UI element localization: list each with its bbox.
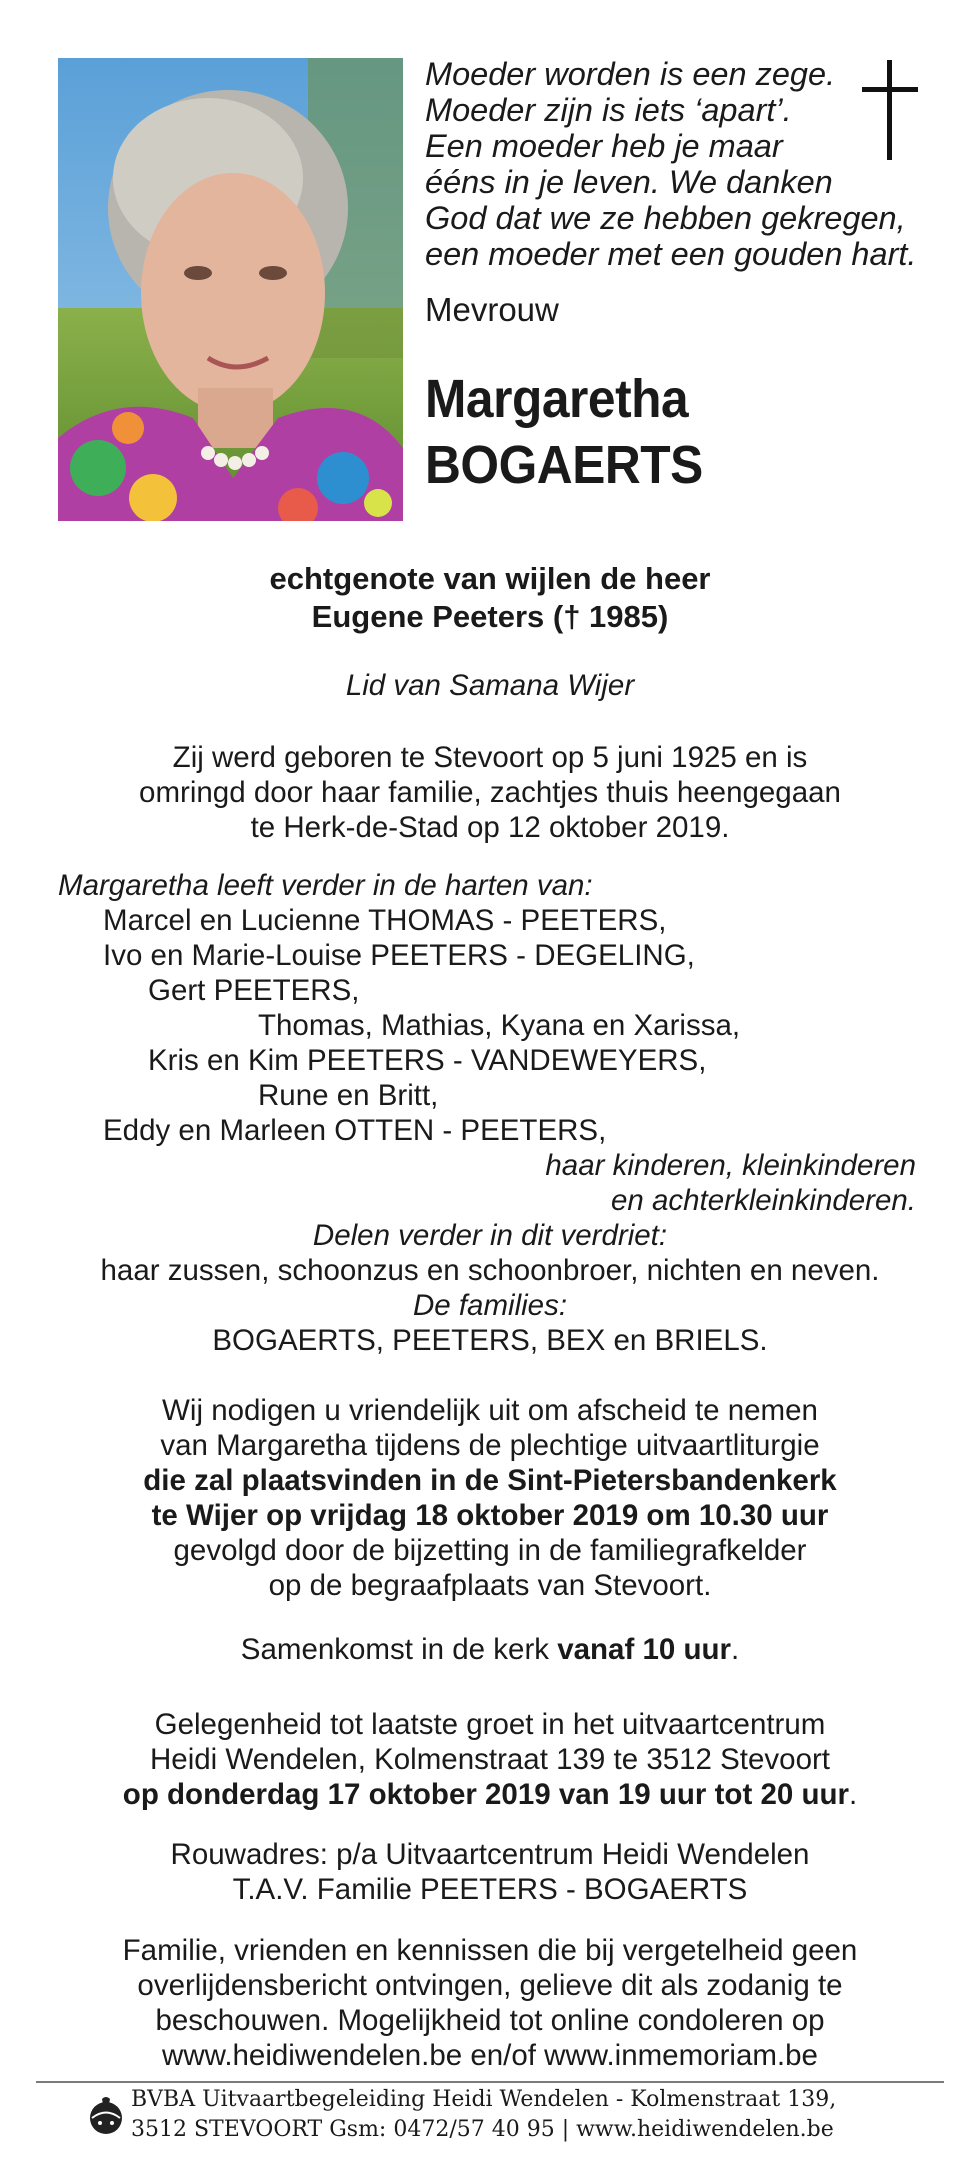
share-line: haar zussen, schoonzus en schoonbroer, nichten en neven. (100, 1254, 880, 1287)
gathering-info (0, 1632, 980, 1667)
family-closing: en achterkleinkinderen. (610, 1184, 916, 1217)
family-line: Rune en Britt, (258, 1079, 439, 1112)
poem-line: ééns in je leven. We danken (425, 164, 833, 200)
portrait-photo (58, 58, 403, 521)
first-name: Margaretha (425, 369, 689, 429)
notice-line: www.heidiwendelen.be en/of www.inmemoriam.be (162, 2039, 818, 2072)
gathering-text: Samenkomst in de kerk (240, 1633, 558, 1666)
membership-text: Lid van Samana Wijer (345, 669, 635, 702)
gathering-end: . (731, 1633, 740, 1666)
families-line: BOGAERTS, PEETERS, BEX en BRIELS. (212, 1324, 768, 1357)
notice-line: overlijdensbericht ontvingen, gelieve dit als zodanig te (137, 1969, 843, 2002)
spouse-line: echtgenote van wijlen de heer (269, 561, 711, 596)
family-line: Gert PEETERS, (148, 974, 360, 1007)
greeting-line: Gelegenheid tot laatste groet in het uitvaartcentrum (154, 1708, 826, 1741)
family-line: Ivo en Marie-Louise PEETERS - DEGELING, (103, 939, 695, 972)
birth-line: te Herk-de-Stad op 12 oktober 2019. (250, 811, 730, 844)
families-intro: De families: (412, 1289, 568, 1322)
notice-line: beschouwen. Mogelijkheid tot online condoleren op (155, 2004, 825, 2037)
ceremony-line: die zal plaatsvinden in de Sint-Pietersbandenkerk (143, 1464, 837, 1497)
greeting-line (0, 1777, 980, 1812)
family-intro: Margaretha leeft verder in de harten van: (58, 869, 593, 902)
address-line: Rouwadres: p/a Uitvaartcentrum Heidi Wendelen (170, 1838, 810, 1871)
poem-line: Een moeder heb je maar (425, 128, 783, 164)
spouse-line: Eugene Peeters († 1985) (311, 599, 669, 634)
greeting-time: op donderdag 17 oktober 2019 van 19 uur tot 20 uur (122, 1778, 849, 1811)
ceremony-info (0, 1393, 980, 1603)
notice-text (0, 1933, 980, 2073)
greeting-line: Heidi Wendelen, Kolmenstraat 139 te 3512 Stevoort (149, 1743, 830, 1776)
birth-line: Zij werd geboren te Stevoort op 5 juni 1925 en is (172, 741, 808, 774)
family-line: Thomas, Mathias, Kyana en Xarissa, (258, 1009, 741, 1042)
membership (0, 668, 980, 703)
deceased-name (425, 366, 727, 498)
poem-line: Moeder worden is een zege. (425, 56, 836, 92)
birth-line: omringd door haar familie, zachtjes thuis heengegaan (139, 776, 841, 809)
poem (425, 56, 917, 272)
ceremony-line: op de begraafplaats van Stevoort. (268, 1569, 712, 1602)
greeting-end: . (849, 1778, 858, 1811)
footer-line: 3512 STEVOORT Gsm: 0472/57 40 95 | www.heidiwendelen.be (131, 2117, 834, 2142)
last-name: BOGAERTS (425, 435, 703, 495)
ceremony-line: gevolgd door de bijzetting in de familiegrafkelder (173, 1534, 807, 1567)
ceremony-line: van Margaretha tijdens de plechtige uitvaartliturgie (160, 1429, 820, 1462)
birth-death-info (0, 740, 980, 845)
footer-divider (36, 2081, 944, 2083)
greeting-info (0, 1707, 980, 1812)
poem-line: Moeder zijn is iets ‘apart’. (425, 92, 792, 128)
poem-line: een moeder met een gouden hart. (425, 236, 917, 272)
family-line: Eddy en Marleen OTTEN - PEETERS, (103, 1114, 607, 1147)
address-line: T.A.V. Familie PEETERS - BOGAERTS (232, 1873, 748, 1906)
funeral-home-logo-icon (88, 2095, 124, 2140)
notice-line: Familie, vrienden en kennissen die bij vergetelheid geen (122, 1934, 858, 1967)
footer-line: BVBA Uitvaartbegeleiding Heidi Wendelen - Kolmenstraat 139, (131, 2087, 837, 2112)
gathering-time: vanaf 10 uur (557, 1633, 732, 1666)
ceremony-line: Wij nodigen u vriendelijk uit om afscheid te nemen (162, 1394, 818, 1427)
share-intro: Delen verder in dit verdriet: (312, 1219, 668, 1252)
family-line: Kris en Kim PEETERS - VANDEWEYERS, (148, 1044, 707, 1077)
mourning-address (0, 1837, 980, 1907)
family-closing: haar kinderen, kleinkinderen (545, 1149, 916, 1182)
family-line: Marcel en Lucienne THOMAS - PEETERS, (103, 904, 667, 937)
ceremony-line: te Wijer op vrijdag 18 oktober 2019 om 10.30 uur (151, 1499, 829, 1532)
poem-line: God dat we ze hebben gekregen, (425, 200, 906, 236)
spouse-info (0, 560, 980, 636)
gathering-line (0, 1632, 980, 1667)
funeral-home-footer (131, 2085, 836, 2145)
cross-icon (862, 60, 918, 165)
salutation: Mevrouw (425, 291, 559, 328)
